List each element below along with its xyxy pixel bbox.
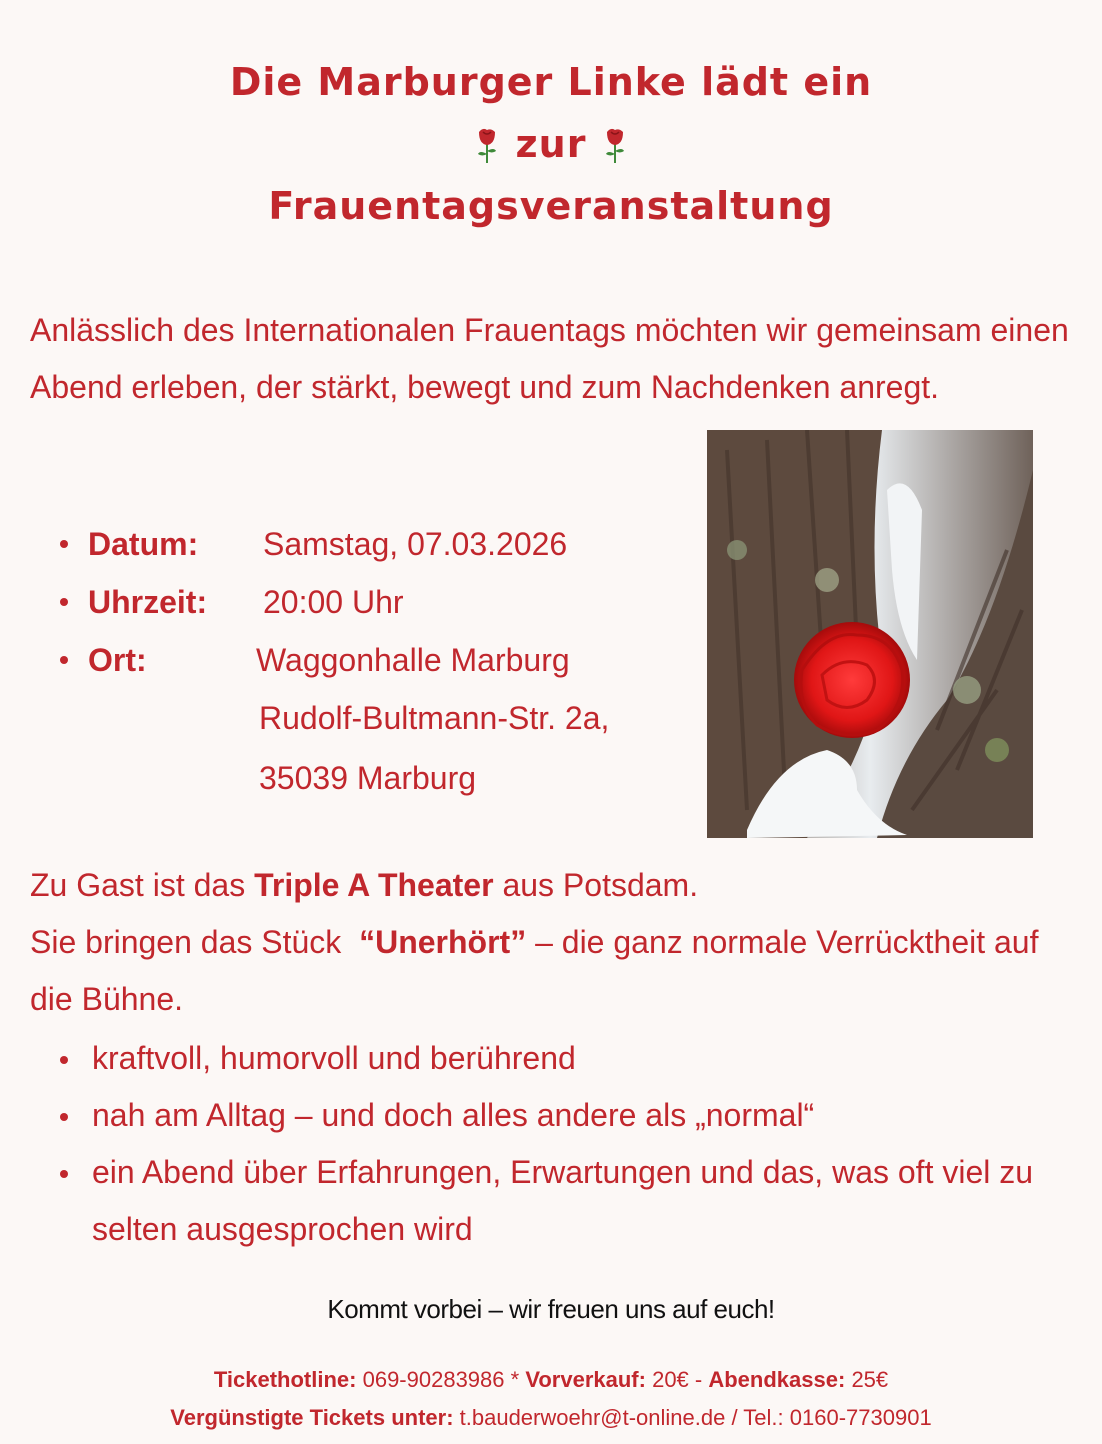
play-prefix: Sie bringen das Stück (30, 924, 342, 960)
list-item-text: kraftvoll, humorvoll und berührend (92, 1040, 576, 1076)
boxoffice-label: Abendkasse: (708, 1367, 846, 1392)
date-label: Datum: (88, 526, 199, 562)
guest-paragraph (30, 857, 1070, 1028)
time-row (60, 584, 404, 621)
red-carnation-photo (707, 430, 1033, 838)
ticket-info-line (0, 1367, 1102, 1393)
rose-icon (602, 124, 628, 164)
place-line-3: 35039 Marburg (259, 760, 477, 796)
boxoffice-value: 25€ (851, 1367, 889, 1392)
discount-label: Vergünstigte Tickets unter: (170, 1405, 454, 1430)
date-value: Samstag, 07.03.2026 (263, 526, 568, 562)
call-to-action: Kommt vorbei – wir freuen uns auf euch! (327, 1294, 775, 1324)
list-item (60, 1144, 1090, 1258)
list-item (60, 1030, 1090, 1087)
title-line-2-text: zur (515, 122, 587, 166)
bullet-icon (60, 656, 68, 664)
bullet-icon (60, 1056, 68, 1064)
bullet-icon (60, 598, 68, 606)
feature-list (60, 1030, 1090, 1258)
place-row (60, 642, 570, 679)
guest-prefix: Zu Gast ist das (30, 867, 246, 903)
hotline-label: Tickethotline: (213, 1367, 357, 1392)
place-line-2: Rudolf-Bultmann-Str. 2a, (259, 700, 610, 736)
play-suffix: – die ganz normale Verrücktheit auf die Bühne. (30, 924, 1039, 1017)
title-line-2 (0, 122, 1102, 166)
title-line-1: Die Marburger Linke lädt ein (229, 60, 873, 104)
bullet-icon (60, 1170, 68, 1178)
list-item-text: nah am Alltag – und doch alles andere als „normal“ (92, 1097, 815, 1133)
place-label: Ort: (88, 642, 147, 678)
discount-contact: t.bauderwoehr@t-online.de / Tel.: 0160-7730901 (459, 1405, 932, 1430)
bullet-icon (60, 540, 68, 548)
intro-paragraph: Anlässlich des Internationalen Frauentags möchten wir gemeinsam einen Abend erleben, der stärkt, bewegt und zum Nachdenken anregt. (30, 312, 1069, 405)
time-value: 20:00 Uhr (263, 584, 404, 620)
play-title: “Unerhört” (359, 924, 527, 960)
title-line-3: Frauentagsveranstaltung (268, 184, 834, 228)
date-row (60, 526, 568, 563)
presale-value: 20€ - (652, 1367, 703, 1392)
rose-icon (474, 124, 500, 164)
list-item (60, 1087, 1090, 1144)
discount-info-line (0, 1405, 1102, 1431)
list-item-text: ein Abend über Erfahrungen, Erwartungen und das, was oft viel zu selten ausgesprochen wird (92, 1154, 1034, 1247)
guest-suffix: aus Potsdam. (502, 867, 699, 903)
time-label: Uhrzeit: (88, 584, 208, 620)
theater-name: Triple A Theater (254, 867, 494, 903)
place-line-1: Waggonhalle Marburg (256, 642, 570, 678)
bullet-icon (60, 1113, 68, 1121)
hotline-value: 069-90283986 * (362, 1367, 520, 1392)
presale-label: Vorverkauf: (525, 1367, 646, 1392)
